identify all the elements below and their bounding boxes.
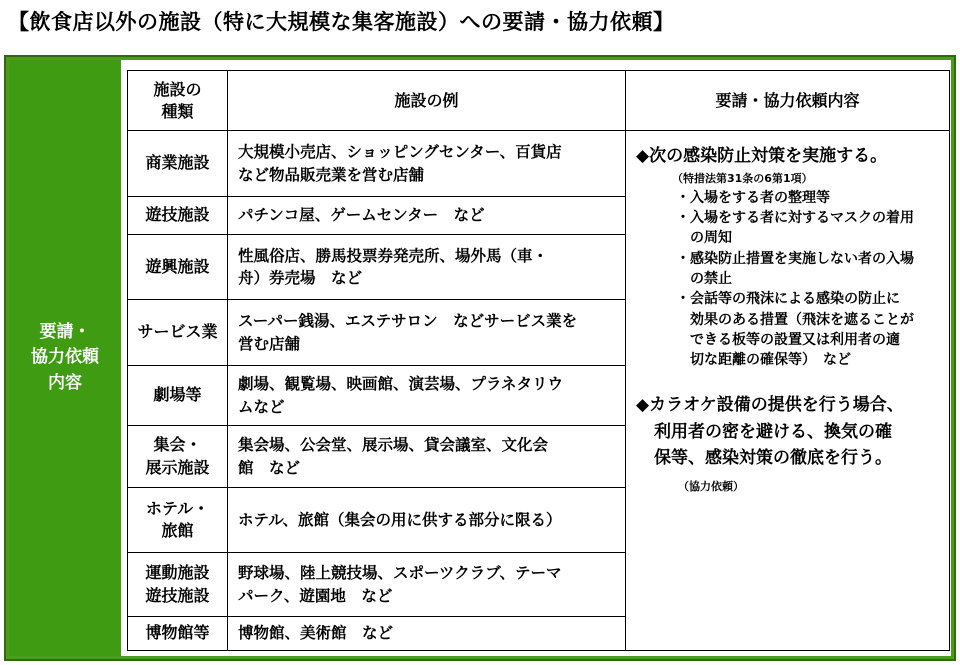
facility-type: 博物館等 xyxy=(128,617,228,651)
facility-type: 遊技施設 xyxy=(128,197,228,235)
content-inner xyxy=(9,60,951,656)
request-heading: ◆次の感染防止対策を実施する。 xyxy=(636,146,888,166)
facility-table xyxy=(127,70,950,651)
list-item: ・入場をする者の整理等 xyxy=(676,189,830,206)
facility-type: 運動施設 遊技施設 xyxy=(128,553,228,617)
facility-type: 遊興施設 xyxy=(128,235,228,300)
page-title: 【飲食店以外の施設（特に大規模な集客施設）への要請・協力依頼】 xyxy=(8,10,675,34)
list-item: ・入場をする者に対するマスクの着用 の周知 xyxy=(676,210,914,247)
legal-note: （特措法第31条の6第1項） xyxy=(672,171,813,185)
facility-type: 集会・ 展示施設 xyxy=(128,426,228,488)
side-label-line: 要請・ xyxy=(39,321,91,342)
facility-type: 劇場等 xyxy=(128,366,228,426)
table-row xyxy=(128,131,950,197)
facility-type: 商業施設 xyxy=(128,131,228,197)
karaoke-request: ◆カラオケ設備の提供を行う場合、 利用者の密を避ける、換気の確 保等、感染対策の徹底を行う。 xyxy=(636,395,904,469)
side-label-line: 協力依頼 xyxy=(31,347,99,368)
facility-examples: 大規模小売店、ショッピングセンター、百貨店 など物品販売業を営む店舗 xyxy=(228,131,626,197)
facility-examples: 野球場、陸上競技場、スポーツクラブ、テーマ パーク、遊園地 など xyxy=(228,553,626,617)
facility-examples: 集会場、公会堂、展示場、貸会議室、文化会 館 など xyxy=(228,426,626,488)
facility-examples: パチンコ屋、ゲームセンター など xyxy=(228,197,626,235)
request-cell xyxy=(626,131,950,651)
content-frame xyxy=(4,55,956,661)
list-item: ・会話等の飛沫による感染の防止に 効果のある措置（飛沫を遮ることが できる板等の設置又は利用者の適 切な距離の確保等） など xyxy=(676,291,914,369)
cooperation-note: （協力依頼） xyxy=(678,479,744,493)
measure-list xyxy=(636,188,943,371)
facility-type: ホテル・ 旅館 xyxy=(128,488,228,553)
facility-type: サービス業 xyxy=(128,300,228,366)
list-item: ・感染防止措置を実施しない者の入場 の禁止 xyxy=(676,250,914,287)
header-row xyxy=(128,71,950,131)
header-examples: 施設の例 xyxy=(228,71,626,131)
side-label-line: 内容 xyxy=(48,372,82,393)
facility-examples: スーパー銭湯、エステサロン などサービス業を 営む店舗 xyxy=(228,300,626,366)
header-type: 施設の 種類 xyxy=(128,71,228,131)
side-label xyxy=(9,60,121,656)
facility-examples: 博物館、美術館 など xyxy=(228,617,626,651)
facility-examples: 性風俗店、勝馬投票券発売所、場外馬（車・ 舟）券売場 など xyxy=(228,235,626,300)
header-request: 要請・協力依頼内容 xyxy=(626,71,950,131)
facility-examples: 劇場、観覧場、映画館、演芸場、プラネタリウ ムなど xyxy=(228,366,626,426)
facility-examples: ホテル、旅館（集会の用に供する部分に限る） xyxy=(228,488,626,553)
